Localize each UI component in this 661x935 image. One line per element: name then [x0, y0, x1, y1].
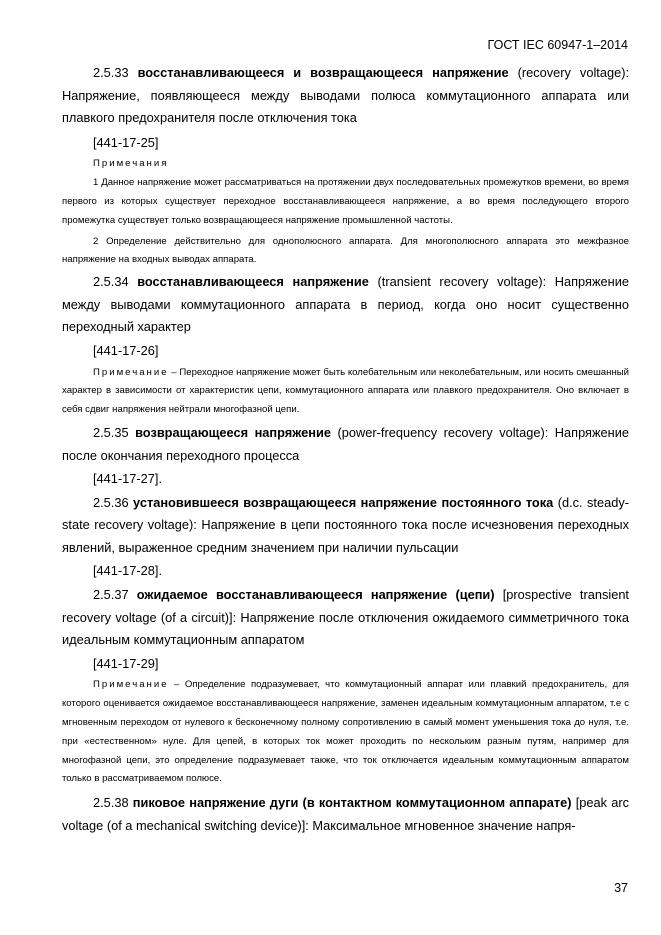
term-title: ожидаемое восстанавливающееся напряжение (цепи) [136, 587, 495, 603]
note-1: 1 Данное напряжение может рассматриваться на протяжении двух последовательных промежутков времени, во время первого из которых существует переходное восстанавливающееся напряжение, а во время последующего второго промежутка существует только возвращающееся напряжение промышленной частоты. [62, 177, 629, 226]
note [62, 364, 629, 420]
note-text: – Переходное напряжение может быть колебательным или неколебательным, или носить смешанный характер в зависимости от характеристик цепи, коммутационного аппарата или плавкого предохранителя. Оно включает в себя сдвиг напряжения нейтрали многофазной цепи. [62, 366, 629, 416]
term-definition: (recovery voltage): Напряжение, появляющееся между выводами полюса коммутационного аппарата или плавкого предохранителя после отключения тока [62, 65, 630, 126]
term-2-5-36 [62, 492, 629, 560]
term-number: 2.5.33 [93, 65, 129, 80]
term-definition: [peak arc voltage (of a mechanical switching device)]: Максимальное мгновенное значение напря- [62, 795, 629, 833]
iec-reference: [441-17-25] [93, 134, 159, 150]
term-2-5-35 [62, 422, 629, 467]
term-number: 2.5.34 [93, 274, 129, 290]
note [62, 676, 629, 789]
note-2: 2 Определение действительно для однополюсного аппарата. Для многополюсного аппарата это межфазное напряжение на входных выводах аппарата. [62, 235, 629, 266]
iec-reference: [441-17-29] [93, 655, 159, 671]
term-title: пиковое напряжение дуги (в контактном коммутационном аппарате) [132, 795, 572, 811]
iec-reference: [441-17-26] [93, 342, 159, 358]
term-number: 2.5.36 [93, 494, 129, 510]
term-number: 2.5.37 [93, 587, 129, 603]
term-definition: (transient recovery voltage): Напряжение между выводами коммутационного аппарата в период, когда оно носит существенно переходный характер [62, 274, 629, 335]
iec-reference: [441-17-28]. [93, 563, 163, 579]
term-title: восстанавливающееся напряжение [137, 274, 369, 290]
page-number: 37 [614, 881, 628, 895]
term-definition: [prospective transient recovery voltage (of a circuit)]: Напряжение после отключения ожидаемого симметричного тока идеальным коммутационным аппаратом [62, 587, 629, 648]
term-title: восстанавливающееся и возвращающееся напряжение [137, 65, 509, 80]
term-2-5-37 [62, 584, 629, 652]
term-title: установившееся возвращающееся напряжение постоянного тока [133, 494, 554, 510]
term-definition: (power-frequency recovery voltage): Напряжение после окончания переходного процесса [62, 424, 629, 463]
term-number: 2.5.38 [93, 795, 129, 811]
note-label: Примечание [93, 366, 169, 378]
note-text: – Определение подразумевает, что коммутационный аппарат или плавкий предохранитель, для которого оценивается ожидаемое восстанавливающееся напряжение, заменен идеальным коммутационным аппаратом, т.е с мгновенным переходом от нулевого к бесконечному полному сопротивлению в самый момент уменьшения тока до нуля, т.е. при «естественном» нуле. Для цепей, в которых ток может проходить по нескольким разным путям, например для многофазной цепи, это определение подразумевает также, что ток отключается идеальным коммутационным аппаратом только в рассматриваемом полюсе. [62, 679, 629, 785]
term-title: возвращающееся напряжение [135, 424, 332, 440]
term-definition: (d.c. steady-state recovery voltage): Напряжение в цепи постоянного тока после исчезновения переходных явлений, выраженное средним значением при наличии пульсации [62, 494, 629, 555]
note-label: Примечание [93, 679, 169, 691]
term-number: 2.5.35 [93, 424, 129, 440]
term-2-5-33 [62, 62, 629, 130]
term-2-5-34 [62, 271, 629, 339]
term-2-5-38 [62, 792, 629, 837]
document-header: ГОСТ IEC 60947-1–2014 [487, 38, 628, 52]
page-content [62, 62, 629, 837]
iec-reference: [441-17-27]. [93, 471, 163, 487]
notes-title: Примечания [93, 158, 169, 170]
